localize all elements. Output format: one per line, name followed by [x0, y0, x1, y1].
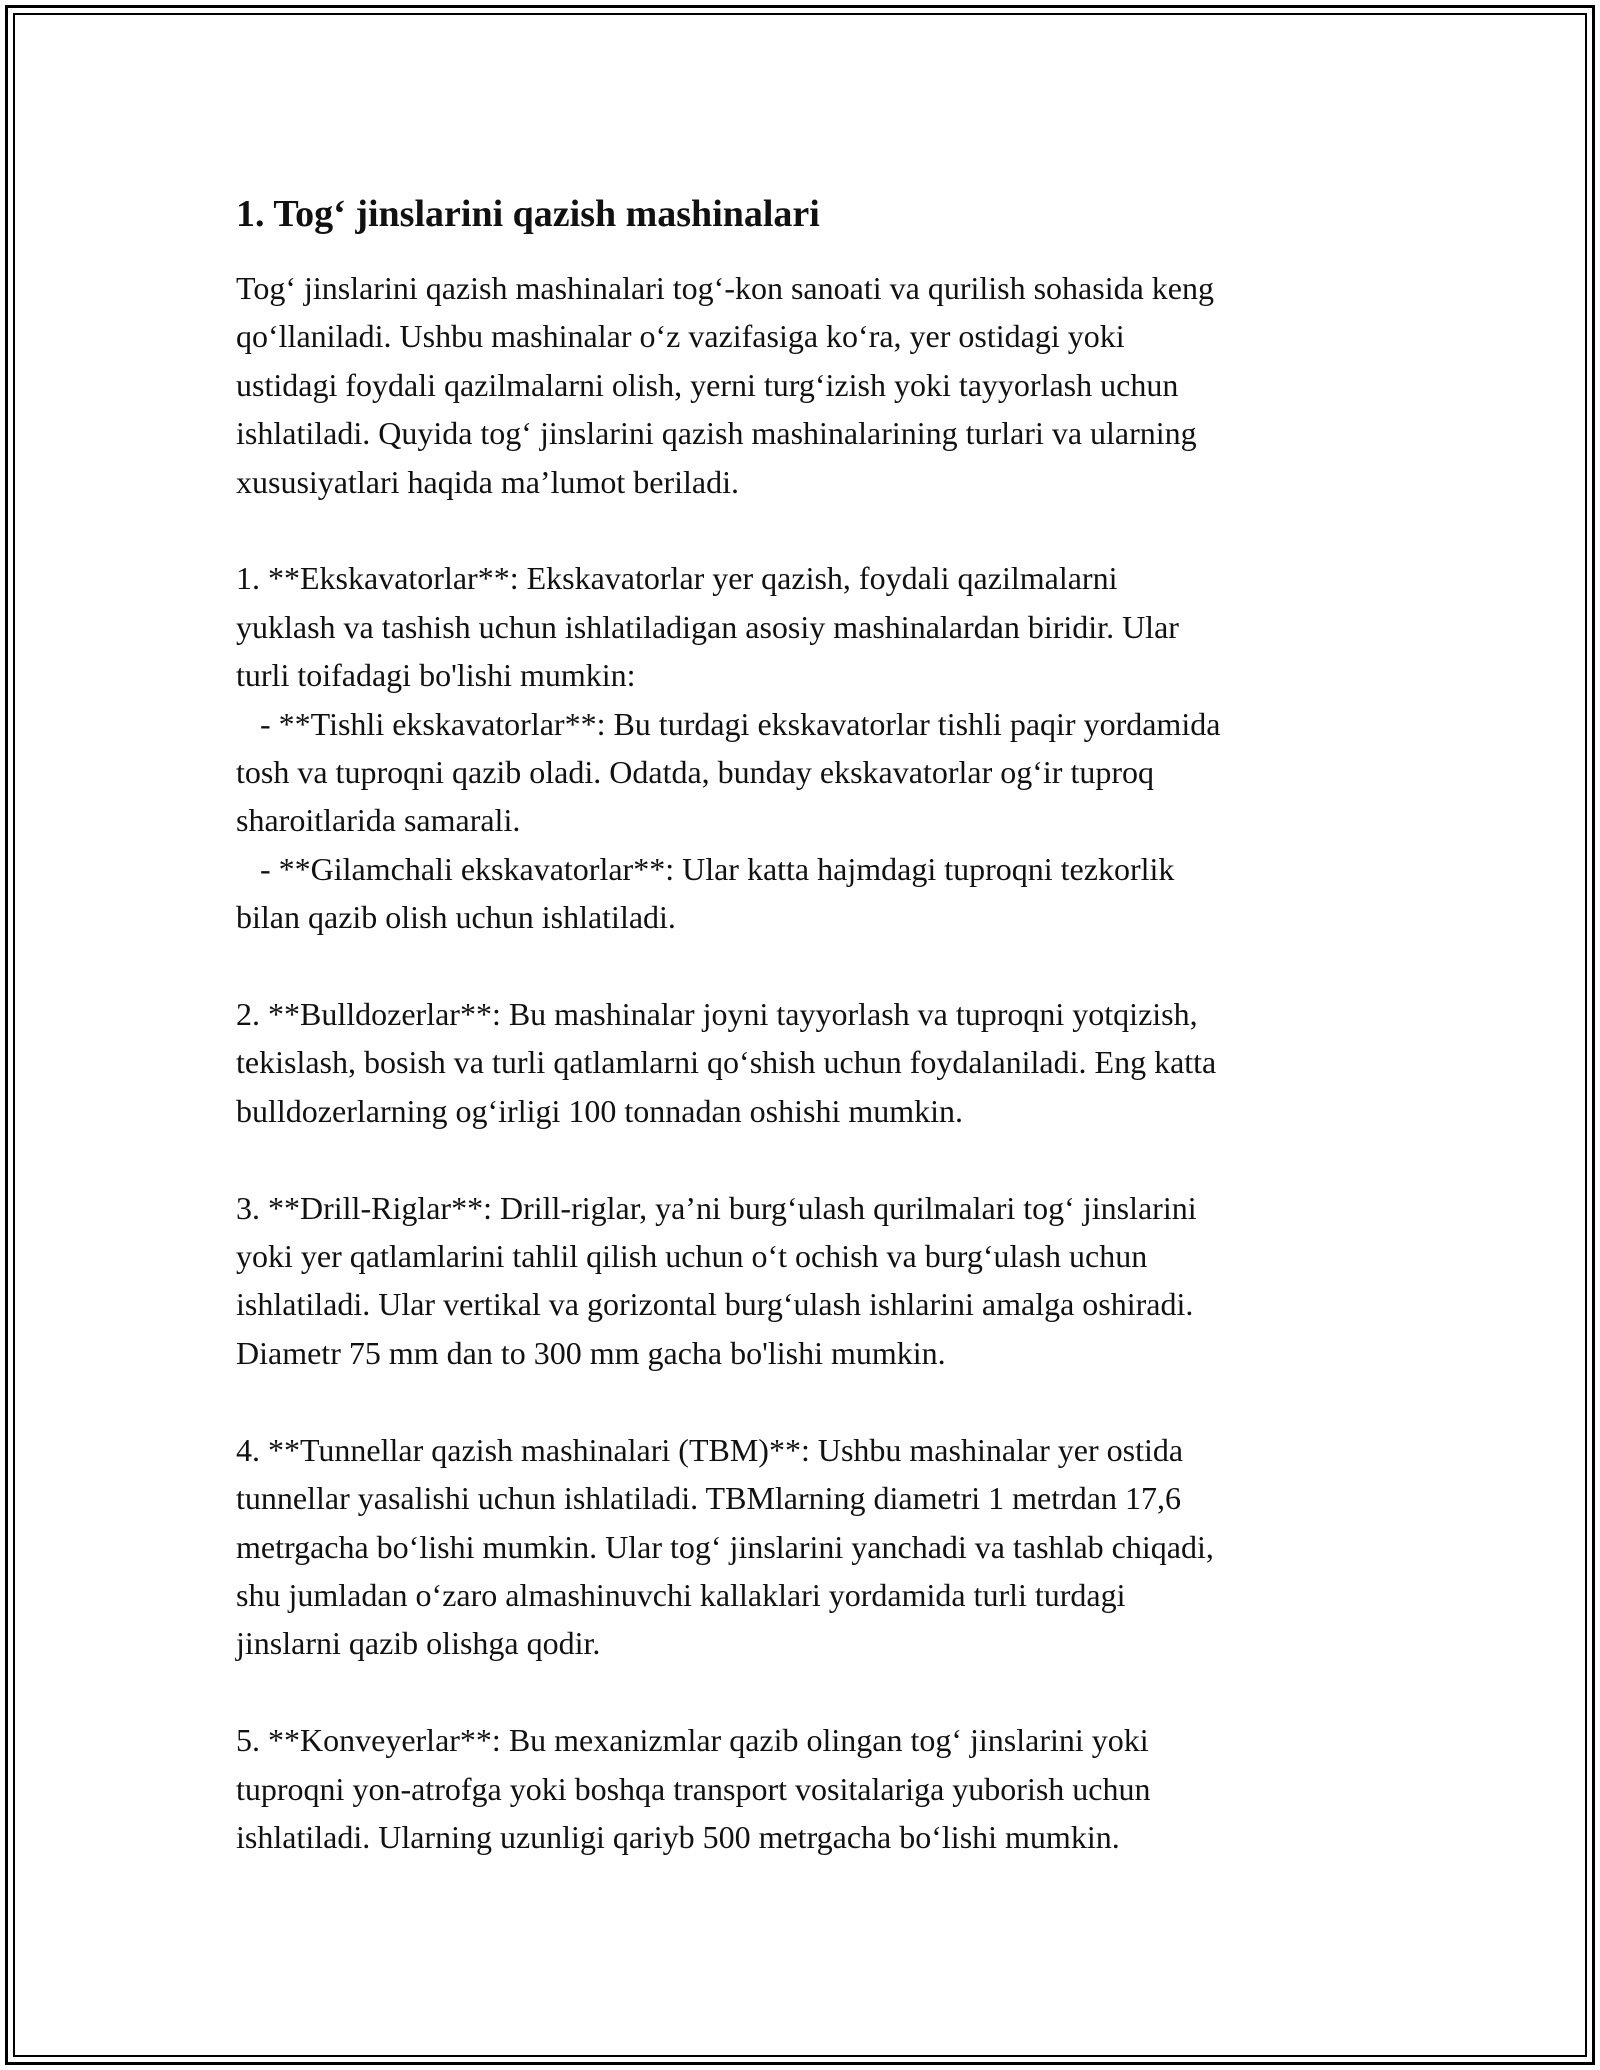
document-title: 1. Tog‘ jinslarini qazish mashinalari: [236, 193, 820, 235]
paragraph-gap: [236, 1377, 1386, 1425]
document-body: [236, 186, 1386, 1861]
paragraph-gap: [236, 506, 1386, 554]
list-item-conveyors: 5. **Konveyerlar**: Bu mexanizmlar qazib olingan tog‘ jinslarini yoki tuproqni yon-atrofga yoki boshqa transport vositalariga yuborish uchun ishlatiladi. Ularning uzunligi qariyb 500 metrgacha bo‘lishi mumkin.: [236, 1722, 1151, 1855]
paragraph-gap: [236, 1668, 1386, 1716]
intro-paragraph: Tog‘ jinslarini qazish mashinalari tog‘-kon sanoati va qurilish sohasida keng qo‘llaniladi. Ushbu mashinalar o‘z vazifasiga ko‘ra, yer ostidagi yoki ustidagi foydali qazilmalarni olish, yerni turg‘izish yoki tayyorlash uchun ishlatiladi. Quyida tog‘ jinslarini qazish mashinalarining turlari va ularning xususiyatlari haqida ma’lumot beriladi.: [236, 270, 1214, 500]
list-item-bulldozers: 2. **Bulldozerlar**: Bu mashinalar joyni tayyorlash va tuproqni yotqizish, tekislash, bosish va turli qatlamlarni qo‘shish uchun foydalaniladi. Eng katta bulldozerlarning og‘irligi 100 tonnadan oshishi mumkin.: [236, 996, 1217, 1129]
list-item-excavators: 1. **Ekskavatorlar**: Ekskavatorlar yer qazish, foydali qazilmalarni yuklash va tashish uchun ishlatiladigan asosiy mashinalardan biridir. Ular turli toifadagi bo'lishi mumkin: - **Tishli ekskavatorlar**: Bu turdagi ekskavatorlar tishli paqir yordamida tosh va tuproqni qazib oladi. Odatda, bunday ekskavatorlar og‘ir tuproq sharoitlarida samarali. - **Gilamchali ekskavatorlar**: Ular katta hajmdagi tuproqni tezkorlik bilan qazib olish uchun ishlatiladi.: [236, 560, 1221, 936]
paragraph-gap: [236, 1135, 1386, 1183]
list-item-drill-rigs: 3. **Drill-Riglar**: Drill-riglar, ya’ni burg‘ulash qurilmalari tog‘ jinslarini yoki yer qatlamlarini tahlil qilish uchun o‘t ochish va burg‘ulash uchun ishlatiladi. Ular vertikal va gorizontal burg‘ulash ishlarini amalga oshiradi. Diametr 75 mm dan to 300 mm gacha bo'lishi mumkin.: [236, 1189, 1197, 1371]
list-item-tbm: 4. **Tunnellar qazish mashinalari (TBM)**: Ushbu mashinalar yer ostida tunnellar yasalishi uchun ishlatiladi. TBMlarning diametri 1 metrdan 17,6 metrgacha bo‘lishi mumkin. Ular tog‘ jinslarini yanchadi va tashlab chiqadi, shu jumladan o‘zaro almashinuvchi kallaklari yordamida turli turdagi jinslarni qazib olishga qodir.: [236, 1431, 1214, 1662]
paragraph-gap: [236, 942, 1386, 990]
